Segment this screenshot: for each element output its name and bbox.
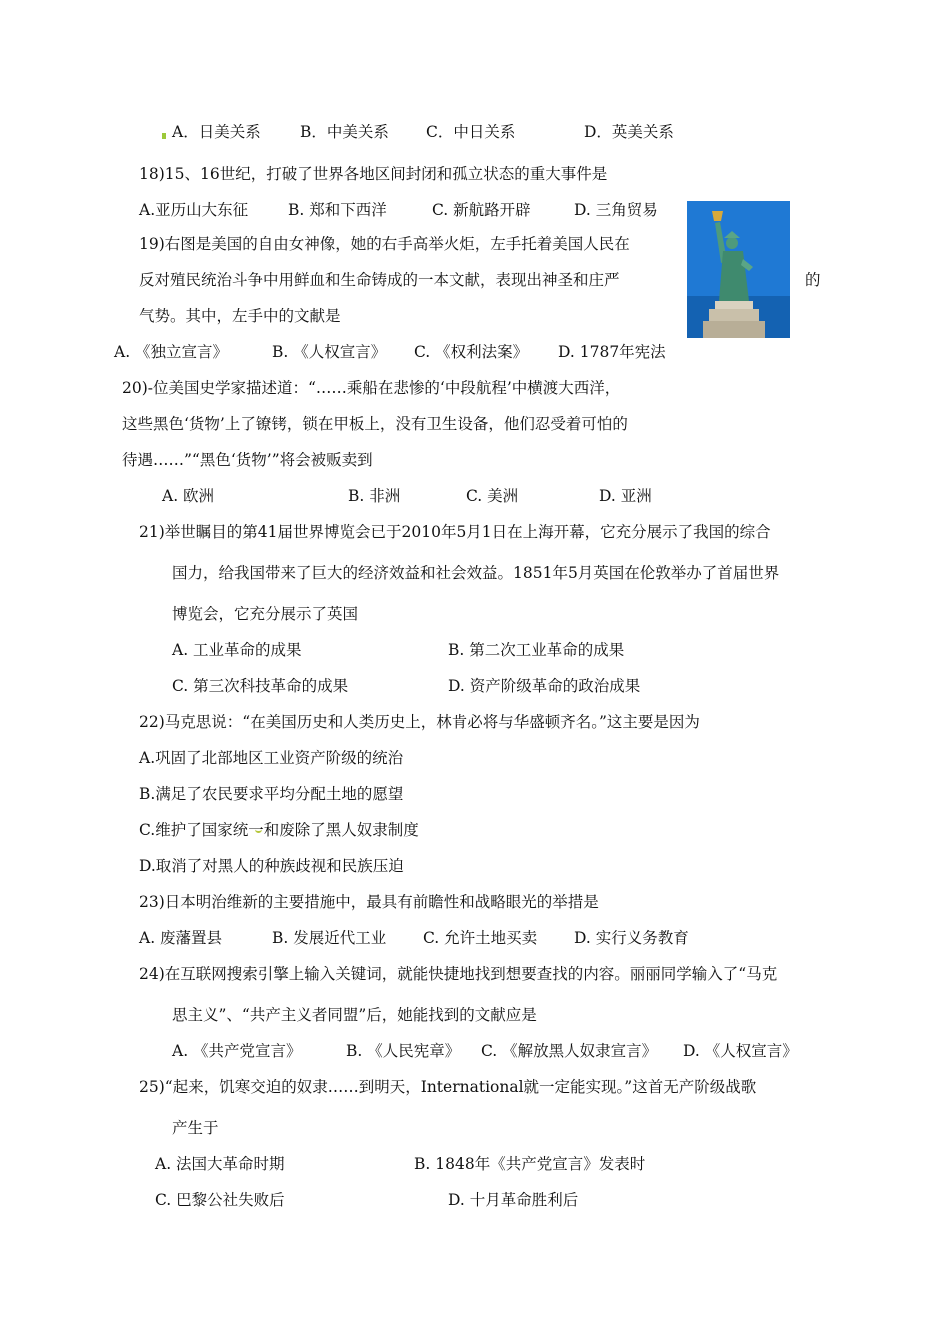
q24-option-b[interactable]: B. 《人民宪章》 (346, 1042, 461, 1060)
q19-option-a[interactable]: A. 《独立宣言》 (114, 343, 229, 361)
q18-option-a[interactable]: A.亚历山大东征 (139, 201, 249, 219)
q17-option-a[interactable]: A．日美关系 (172, 123, 261, 141)
q24-stem-line2: 思主义”、“共产主义者同盟”后，她能找到的文献应是 (172, 1006, 537, 1024)
q21-stem-line1: 21)举世瞩目的第41届世界博览会已于2010年5月1日在上海开幕，它充分展示了我国的综合 (139, 523, 771, 541)
q24-option-a[interactable]: A. 《共产党宣言》 (172, 1042, 302, 1060)
green-mark (162, 133, 166, 139)
q17-option-d[interactable]: D．英美关系 (584, 123, 674, 141)
q23-option-b[interactable]: B. 发展近代工业 (272, 929, 387, 947)
q19-stem-line2-tail: 的 (805, 271, 821, 289)
statue-of-liberty-icon (687, 201, 790, 338)
q20-stem-line1: 20)-位美国史学家描述道：“……乘船在悲惨的‘中段航程’中横渡大西洋， (122, 379, 621, 397)
q23-option-c[interactable]: C. 允许土地买卖 (423, 929, 538, 947)
q25-option-c[interactable]: C. 巴黎公社失败后 (155, 1191, 285, 1209)
q24-option-d[interactable]: D. 《人权宣言》 (683, 1042, 798, 1060)
q20-option-c[interactable]: C. 美洲 (466, 487, 519, 505)
q18-stem: 18)15、16世纪，打破了世界各地区间封闭和孤立状态的重大事件是 (139, 165, 608, 183)
q23-stem: 23)日本明治维新的主要措施中，最具有前瞻性和战略眼光的举措是 (139, 893, 599, 911)
q17-option-c[interactable]: C．中日关系 (426, 123, 516, 141)
q21-option-d[interactable]: D. 资产阶级革命的政治成果 (448, 677, 641, 695)
q19-stem-line1: 19)右图是美国的自由女神像，她的右手高举火炬，左手托着美国人民在 (139, 235, 630, 253)
q22-option-c[interactable]: C.维护了国家统一和废除了黑人奴隶制度 (139, 821, 419, 839)
q21-option-a[interactable]: A. 工业革命的成果 (172, 641, 302, 659)
q21-option-c[interactable]: C. 第三次科技革命的成果 (172, 677, 349, 695)
q23-option-d[interactable]: D. 实行义务教育 (574, 929, 689, 947)
q20-stem-line2: 这些黑色‘货物’上了镣铐，锁在甲板上，没有卫生设备，他们忍受着可怕的 (122, 415, 628, 433)
q19-option-c[interactable]: C. 《权利法案》 (414, 343, 529, 361)
q18-option-b[interactable]: B. 郑和下西洋 (288, 201, 387, 219)
q22-option-a[interactable]: A.巩固了北部地区工业资产阶级的统治 (139, 749, 404, 767)
q21-stem-line3: 博览会，它充分展示了英国 (172, 605, 359, 623)
q19-option-b[interactable]: B. 《人权宣言》 (272, 343, 387, 361)
q19-stem-line3: 气势。其中，左手中的文献是 (139, 307, 341, 325)
q19-stem-line2: 反对殖民统治斗争中用鲜血和生命铸成的一本文献，表现出神圣和庄严 (139, 271, 620, 289)
q24-stem-line1: 24)在互联网搜索引擎上输入关键词，就能快捷地找到想要查找的内容。丽丽同学输入了“马克 (139, 965, 778, 983)
q25-stem-line1: 25)“起来，饥寒交迫的奴隶……到明天，International就一定能实现。”这首无产阶级战歌 (139, 1078, 757, 1096)
q25-option-d[interactable]: D. 十月革命胜利后 (448, 1191, 579, 1209)
q20-option-b[interactable]: B. 非洲 (348, 487, 401, 505)
q17-option-b[interactable]: B．中美关系 (300, 123, 389, 141)
q20-option-d[interactable]: D. 亚洲 (599, 487, 652, 505)
q21-option-b[interactable]: B. 第二次工业革命的成果 (448, 641, 625, 659)
statue-of-liberty-photo (687, 201, 790, 338)
q22-option-b[interactable]: B.满足了农民要求平均分配土地的愿望 (139, 785, 404, 803)
q24-option-c[interactable]: C. 《解放黑人奴隶宣言》 (481, 1042, 658, 1060)
q22-option-d[interactable]: D.取消了对黑人的种族歧视和民族压迫 (139, 857, 404, 875)
q20-option-a[interactable]: A. 欧洲 (162, 487, 215, 505)
q19-option-d[interactable]: D. 1787年宪法 (558, 343, 666, 361)
q22-stem: 22)马克思说：“在美国历史和人类历史上，林肯必将与华盛顿齐名。”这主要是因为 (139, 713, 700, 731)
q25-option-a[interactable]: A. 法国大革命时期 (155, 1155, 285, 1173)
q20-stem-line3: 待遇……”“黑色‘货物’”将会被贩卖到 (122, 451, 373, 469)
q25-option-b[interactable]: B. 1848年《共产党宣言》发表时 (414, 1155, 646, 1173)
q18-option-d[interactable]: D. 三角贸易 (574, 201, 658, 219)
q23-option-a[interactable]: A. 废藩置县 (139, 929, 223, 947)
q25-stem-line2: 产生于 (172, 1119, 219, 1137)
q18-option-c[interactable]: C. 新航路开辟 (432, 201, 531, 219)
q21-stem-line2: 国力，给我国带来了巨大的经济效益和社会效益。1851年5月英国在伦敦举办了首届世界 (172, 564, 780, 582)
